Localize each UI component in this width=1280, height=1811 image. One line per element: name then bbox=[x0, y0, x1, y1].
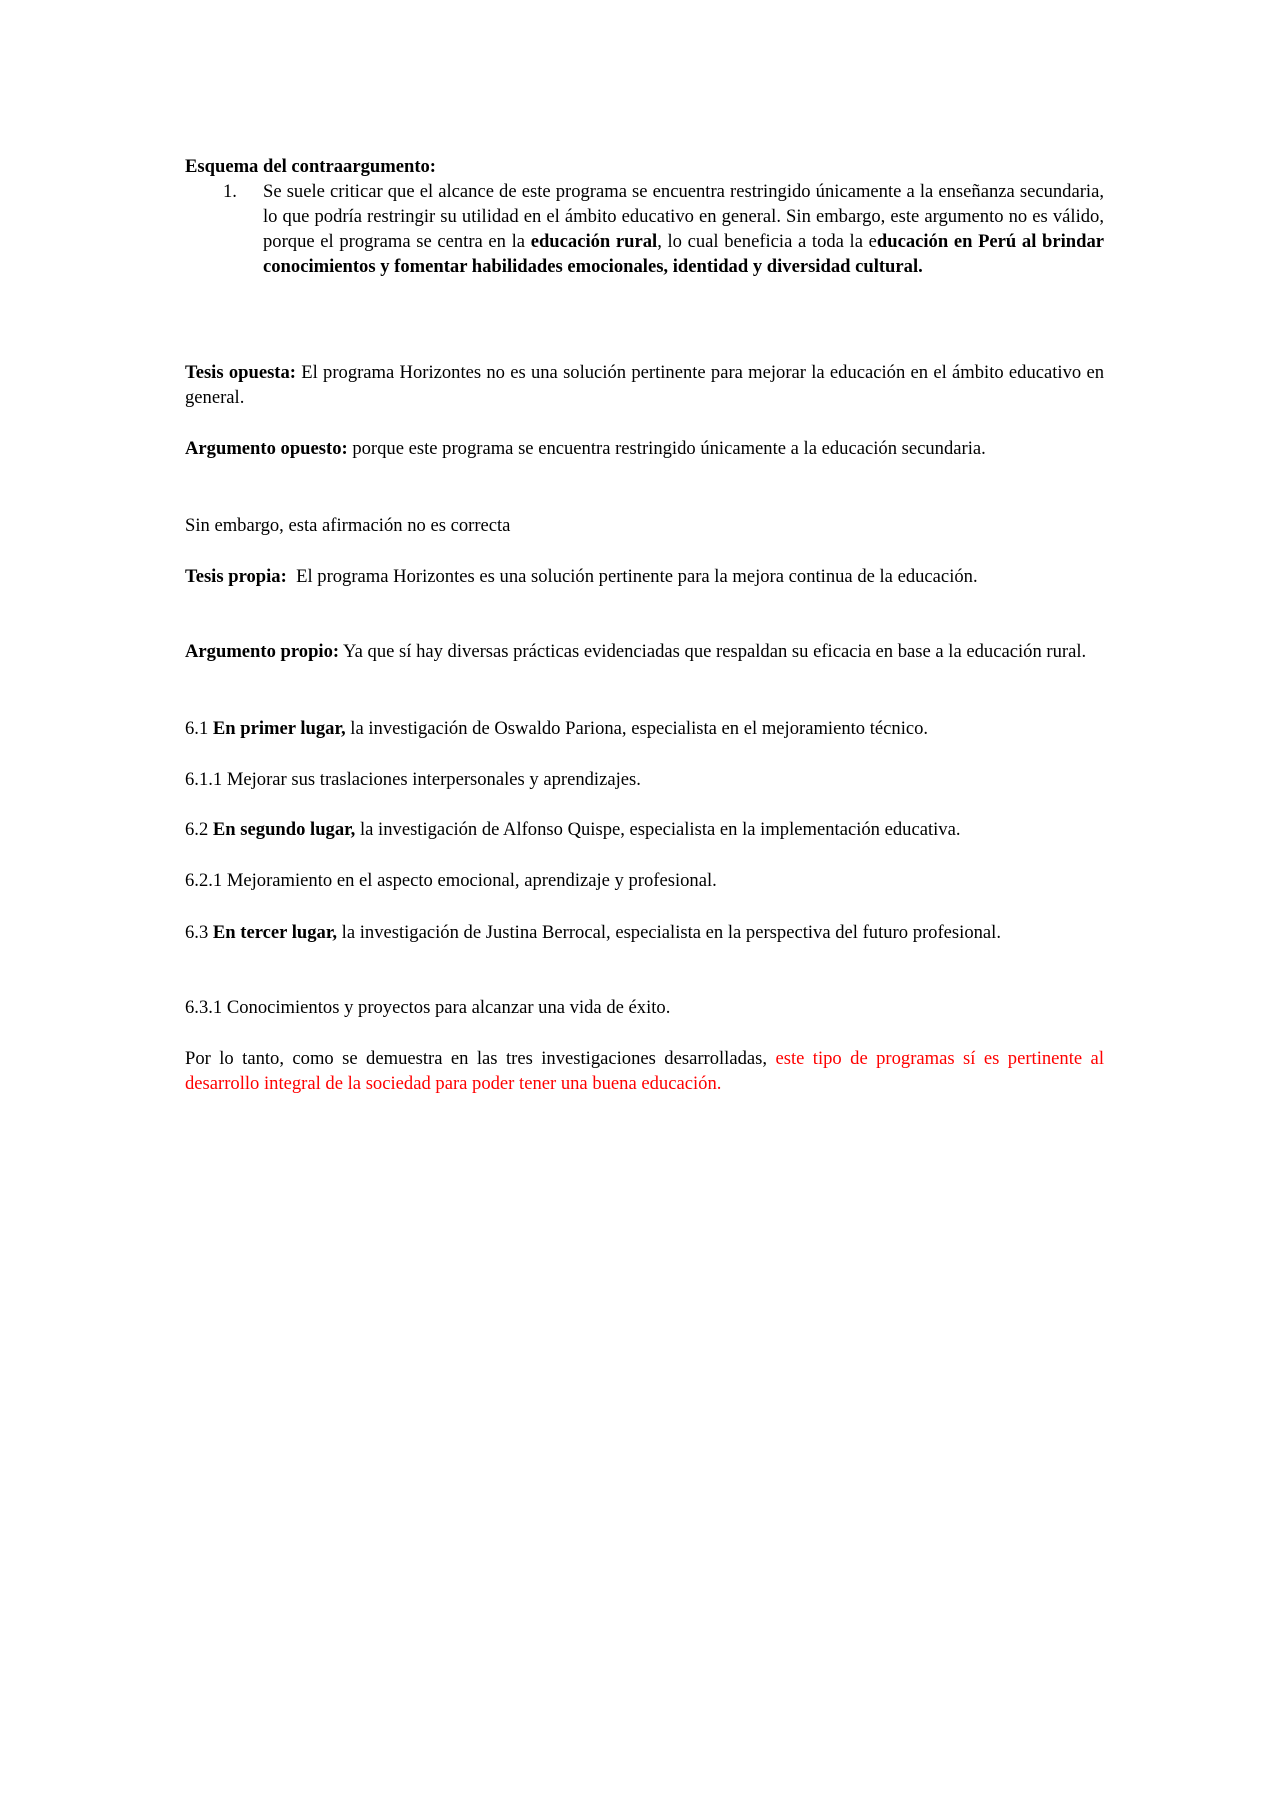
point-6-3: 6.3 En tercer lugar, la investigación de Justina Berrocal, especialista en la perspectiva del futuro profesional. bbox=[185, 922, 1001, 943]
heading: Esquema del contraargumento: bbox=[185, 156, 436, 177]
point-6-2: 6.2 En segundo lugar, la investigación de Alfonso Quispe, especialista en la implementación educativa. bbox=[185, 819, 961, 840]
tesis-propia: Tesis propia: El programa Horizontes es una solución pertinente para la mejora continua de la educación. bbox=[185, 566, 978, 587]
conclusion: Por lo tanto, como se demuestra en las tres investigaciones desarrolladas, este tipo de programas sí es pertinente al desarrollo integral de la sociedad para poder tener una buena educación. bbox=[185, 1048, 1104, 1094]
sin-embargo: Sin embargo, esta afirmación no es correcta bbox=[185, 515, 511, 536]
point-6-3-1: 6.3.1 Conocimientos y proyectos para alcanzar una vida de éxito. bbox=[185, 997, 671, 1018]
conclusion-highlight: este tipo de programas sí es pertinente al desarrollo integral de la sociedad para poder tener una buena educación. bbox=[185, 1048, 1104, 1094]
argumento-opuesto: Argumento opuesto: porque este programa se encuentra restringido únicamente a la educación secundaria. bbox=[185, 438, 986, 459]
argumento-propio: Argumento propio: Ya que sí hay diversas prácticas evidenciadas que respaldan su eficacia en base a la educación rural. bbox=[185, 641, 1087, 662]
tesis-opuesta: Tesis opuesta: El programa Horizontes no es una solución pertinente para mejorar la educación en el ámbito educativo en general. bbox=[185, 362, 1104, 408]
list-number: 1. bbox=[223, 181, 237, 202]
point-6-2-1: 6.2.1 Mejoramiento en el aspecto emocional, aprendizaje y profesional. bbox=[185, 870, 717, 891]
point-6-1-1: 6.1.1 Mejorar sus traslaciones interpersonales y aprendizajes. bbox=[185, 769, 641, 790]
point-6-1: 6.1 En primer lugar, la investigación de Oswaldo Pariona, especialista en el mejoramiento técnico. bbox=[185, 718, 929, 739]
list-item: 1. Se suele criticar que el alcance de este programa se encuentra restringido únicamente a la enseñanza secundaria, lo que podría restringir su utilidad en el ámbito educativo en general. Sin embargo, este argumento no es válido, porque el programa se centra en la educación rural, lo cual beneficia a toda la educación en Perú al brindar conocimientos y fomentar habilidades emocionales, identidad y diversidad cultural. bbox=[223, 181, 1105, 277]
